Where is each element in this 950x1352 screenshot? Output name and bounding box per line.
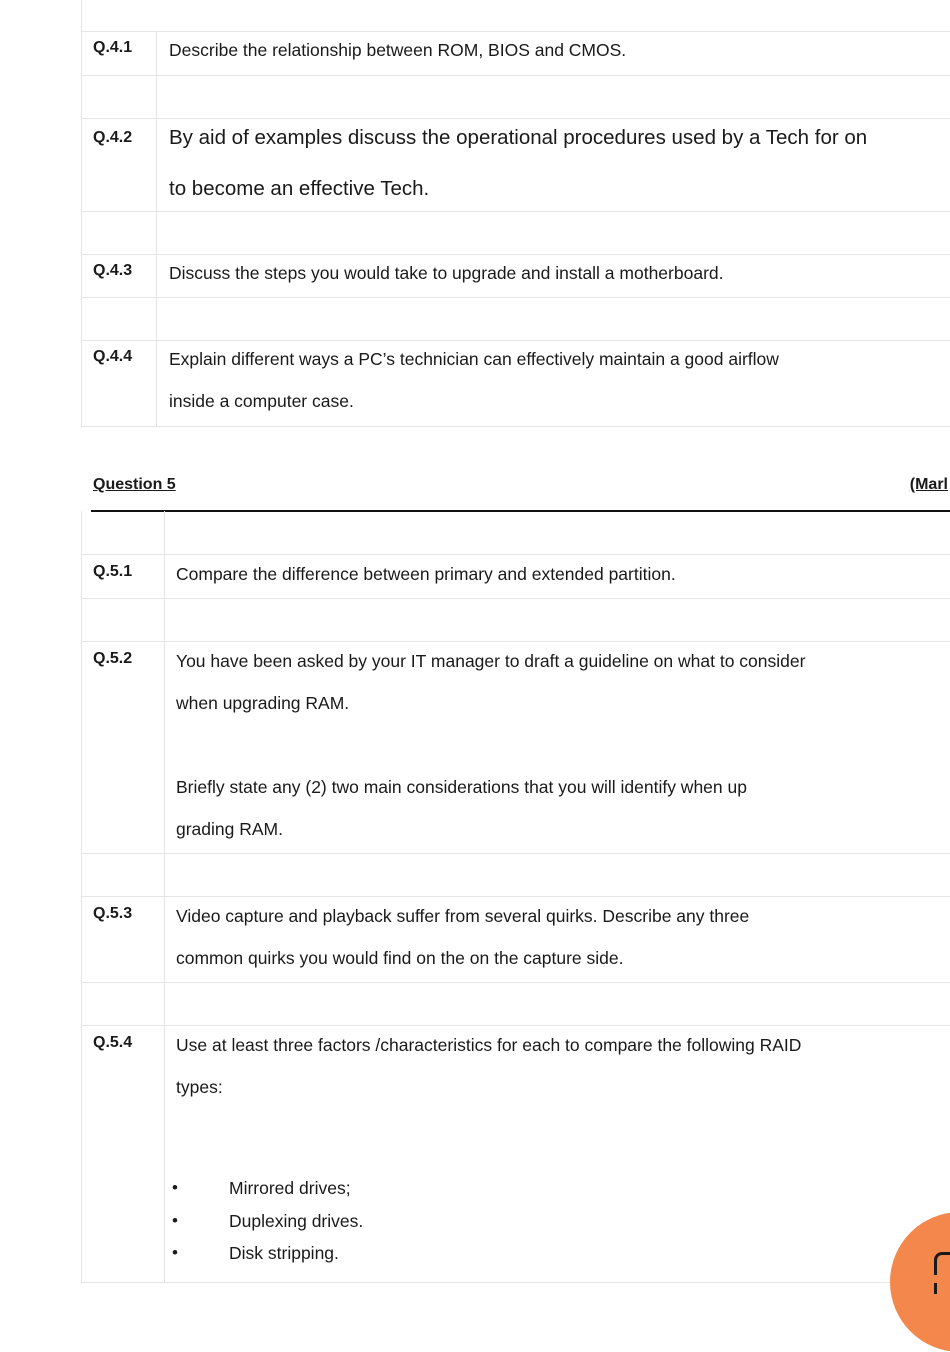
- section-title: Question 5: [93, 476, 176, 493]
- table-row-spacer: [82, 297, 950, 341]
- list-item: • Duplexing drives.: [172, 1205, 950, 1238]
- table-row: [82, 1025, 950, 1282]
- question-text: Video capture and playback suffer from several quirks. Describe any three common quirks you would find on the on the capture side.: [176, 906, 750, 968]
- q4-table: [81, 31, 950, 427]
- table-row-spacer: [82, 211, 950, 255]
- question-number: Q.4.4: [93, 348, 133, 365]
- bullet-icon: •: [172, 1210, 178, 1230]
- table-row: [82, 254, 950, 298]
- table-row: [82, 554, 950, 599]
- question-5-header: [91, 468, 950, 512]
- bullet-list: [172, 1172, 950, 1270]
- table-row: [82, 340, 950, 427]
- table-row: [82, 32, 950, 75]
- question-text: You have been asked by your IT manager to draft a guideline on what to consider when upgrading RAM. Briefly state any (2) two main considerations that you will identify when up grading RAM.: [176, 651, 806, 839]
- table-row-spacer: [82, 853, 950, 897]
- question-text: By aid of examples discuss the operational procedures used by a Tech for on to become an effective Tech.: [169, 126, 868, 200]
- question-number: Q.5.3: [93, 905, 133, 922]
- table-row-spacer: [82, 511, 950, 554]
- list-item: • Mirrored drives;: [172, 1172, 950, 1205]
- question-text: Describe the relationship between ROM, BIOS and CMOS.: [169, 40, 627, 60]
- table-row: [82, 641, 950, 854]
- question-number: Q.4.2: [93, 129, 133, 146]
- table-row-spacer: [82, 982, 950, 1026]
- question-text: Use at least three factors /characteristics for each to compare the following RAID types:: [176, 1035, 802, 1097]
- question-number: Q.5.4: [93, 1034, 133, 1051]
- list-item: • Disk stripping.: [172, 1237, 950, 1270]
- top-rule: [81, 0, 950, 32]
- question-number: Q.5.1: [93, 563, 133, 580]
- question-text: Explain different ways a PC’s technician can effectively maintain a good airflow inside a computer case.: [169, 349, 779, 411]
- question-text: Discuss the steps you would take to upgrade and install a motherboard.: [169, 263, 724, 283]
- table-row: [82, 896, 950, 983]
- question-number: Q.4.3: [93, 262, 133, 279]
- bullet-icon: •: [172, 1243, 178, 1262]
- table-row-spacer: [82, 598, 950, 642]
- question-text: Compare the difference between primary and extended partition.: [176, 564, 676, 584]
- document-icon: [934, 1252, 950, 1294]
- section-marks: (Marl: [909, 476, 948, 493]
- bullet-icon: •: [172, 1178, 178, 1197]
- question-number: Q.5.2: [93, 650, 133, 667]
- table-row: [82, 118, 950, 212]
- question-number: Q.4.1: [93, 39, 133, 56]
- q5-table: [81, 511, 950, 1283]
